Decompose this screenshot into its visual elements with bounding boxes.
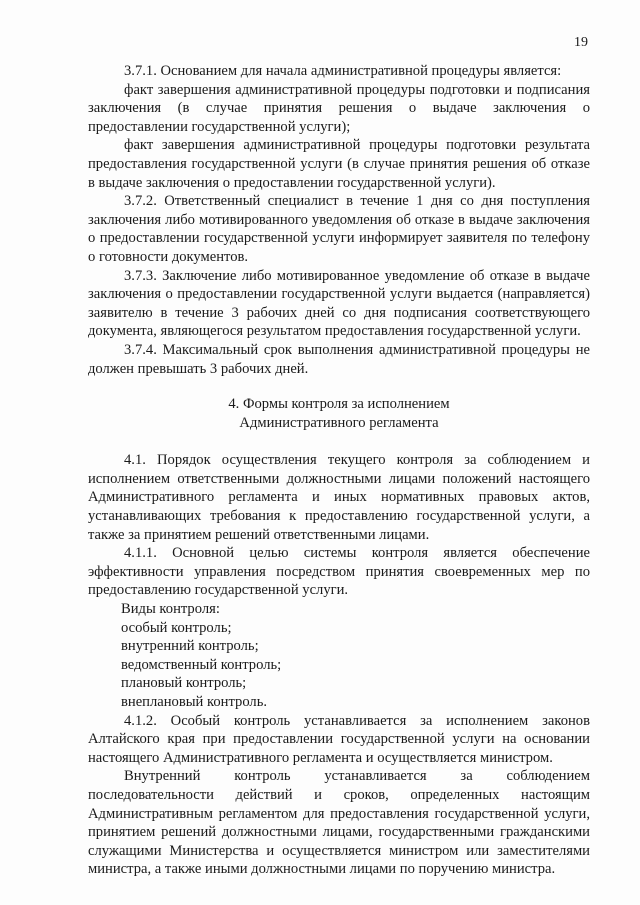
page-number: 19	[574, 35, 588, 50]
paragraph-fact-signing: факт завершения административной процедуры подготовки и подписания заключения (в случае принятия решения о выдаче заключения о предоставлении государственной услуги);	[88, 81, 590, 135]
paragraph-3-7-2: 3.7.2. Ответственный специалист в течение 1 дня со дня поступления заключения либо мотивированного уведомления об отказе в выдаче заключения о предоставлении государственной услуги информирует заявителя по телефону о готовности документов.	[88, 193, 590, 265]
list-item: внутренний контроль;	[121, 638, 259, 655]
section-heading	[88, 395, 590, 432]
document-body	[88, 62, 590, 879]
control-types-title: Виды контроля:	[121, 601, 220, 618]
paragraph-4-1-2: 4.1.2. Особый контроль устанавливается за исполнением законов Алтайского края при предоставлении государственной услуги на основании настоящего Административного регламента и осуществляется министром.	[88, 712, 590, 766]
section-heading-line-1: 4. Формы контроля за исполнением	[228, 396, 450, 413]
list-item: плановый контроль;	[121, 675, 247, 692]
list-item: ведомственный контроль;	[121, 656, 282, 673]
control-types-list	[88, 600, 590, 712]
paragraph-fact-result: факт завершения административной процедуры подготовки результата предоставления государственной услуги (в случае принятия решения об отказе в выдаче заключения о предоставлении государственной услуги).	[88, 137, 590, 191]
paragraph-3-7-3: 3.7.3. Заключение либо мотивированное уведомление об отказе в выдаче заключения о предоставлении государственной услуги выдается (направляется) заявителю в течение 3 рабочих дней со дня подписания соответствующего документа, являющегося результатом предоставления государственной услуги.	[88, 267, 590, 340]
list-item: особый контроль;	[121, 619, 232, 636]
paragraph-3-7-4: 3.7.4. Максимальный срок выполнения административной процедуры не должен превышать 3 рабочих дней.	[88, 341, 590, 377]
list-item: внеплановый контроль.	[121, 694, 268, 710]
section-heading-line-2: Административного регламента	[239, 414, 439, 431]
paragraph-3-7-1: 3.7.1. Основанием для начала административной процедуры является:	[124, 63, 562, 79]
paragraph-internal-control: Внутренний контроль устанавливается за соблюдением последовательности действий и сроков, определенных настоящим Административным регламентом для предоставления государственной услуги, принятием решений должностными лицами, государственными гражданскими служащими Министерства и осуществляется министром или заместителями министра, а также иными должностными лицами по поручению министра.	[88, 768, 590, 878]
paragraph-4-1-1: 4.1.1. Основной целью системы контроля является обеспечение эффективности управления посредством принятия своевременных мер по предоставлению государственной услуги.	[88, 545, 590, 599]
paragraph-4-1: 4.1. Порядок осуществления текущего контроля за соблюдением и исполнением ответственными должностными лицами положений настоящего Административного регламента и иных нормативных правовых актов, устанавливающих требования к предоставлению государственной услуги, а также за принятием решений ответственными лицами.	[88, 452, 590, 543]
